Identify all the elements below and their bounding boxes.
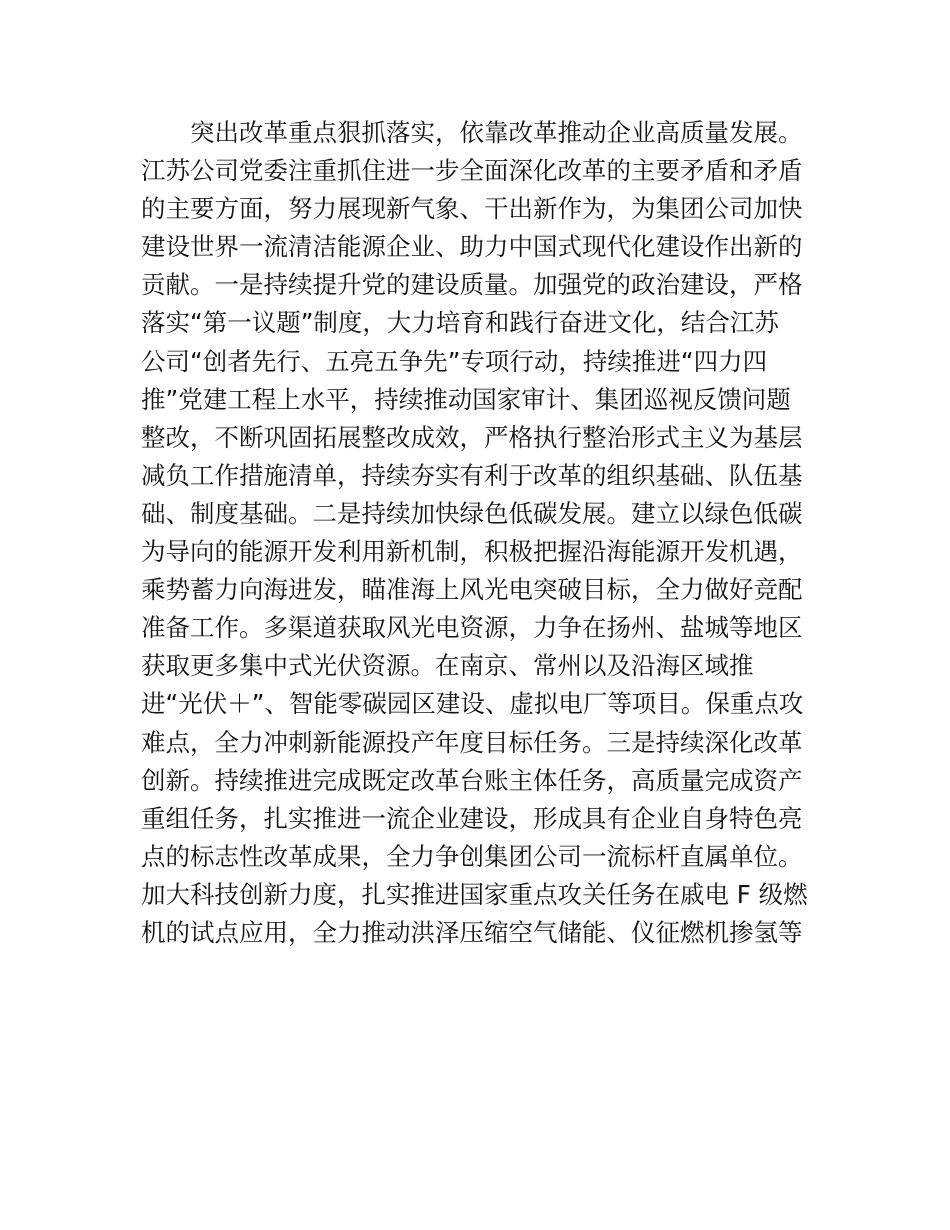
text-line: 贡献。一是持续提升党的建设质量。加强党的政治建设，严格 xyxy=(141,270,803,300)
text-line: 公司“创者先行、五亮五争先”专项行动，持续推进“四力四 xyxy=(141,346,768,376)
body-paragraph xyxy=(141,114,821,952)
text-line: 减负工作措施清单，持续夯实有利于改革的组织基础、队伍基 xyxy=(141,460,803,490)
text-line: 点的标志性改革成果，全力争创集团公司一流标杆直属单位。 xyxy=(141,841,803,871)
text-line: 整改，不断巩固拓展整改成效，严格执行整治形式主义为基层 xyxy=(141,422,803,452)
text-line: 突出改革重点狠抓落实，依靠改革推动企业高质量发展。 xyxy=(190,118,803,147)
text-line: 获取更多集中式光伏资源。在南京、常州以及沿海区域推 xyxy=(141,651,754,681)
text-line: 准备工作。多渠道获取风光电资源，力争在扬州、盐城等地区 xyxy=(141,613,803,643)
text-line: 础、制度基础。二是持续加快绿色低碳发展。建立以绿色低碳 xyxy=(141,498,803,528)
text-line: 加大科技创新力度，扎实推进国家重点攻关任务在戚电 F 级燃 xyxy=(141,879,808,909)
text-line: 的主要方面，努力展现新气象、干出新作为，为集团公司加快 xyxy=(141,194,803,224)
text-line: 为导向的能源开发利用新机制，积极把握沿海能源开发机遇， xyxy=(141,537,803,567)
text-line: 创新。持续推进完成既定改革台账主体任务，高质量完成资产 xyxy=(141,765,803,795)
text-line: 推”党建工程上水平，持续推动国家审计、集团巡视反馈问题 xyxy=(141,384,791,414)
text-line: 建设世界一流清洁能源企业、助力中国式现代化建设作出新的 xyxy=(141,232,803,262)
text-line: 重组任务，扎实推进一流企业建设，形成具有企业自身特色亮 xyxy=(141,803,803,833)
text-line: 机的试点应用，全力推动洪泽压缩空气储能、仪征燃机掺氢等 xyxy=(141,917,803,947)
text-line: 乘势蓄力向海进发，瞄准海上风光电突破目标，全力做好竞配 xyxy=(141,575,803,605)
text-line: 江苏公司党委注重抓住进一步全面深化改革的主要矛盾和矛盾 xyxy=(141,156,803,186)
text-line: 进“光伏＋”、智能零碳园区建设、虚拟电厂等项目。保重点攻 xyxy=(141,689,804,719)
text-line: 落实“第一议题”制度，大力培育和践行奋进文化，结合江苏 xyxy=(141,308,779,338)
text-line: 难点，全力冲刺新能源投产年度目标任务。三是持续深化改革 xyxy=(141,727,803,757)
